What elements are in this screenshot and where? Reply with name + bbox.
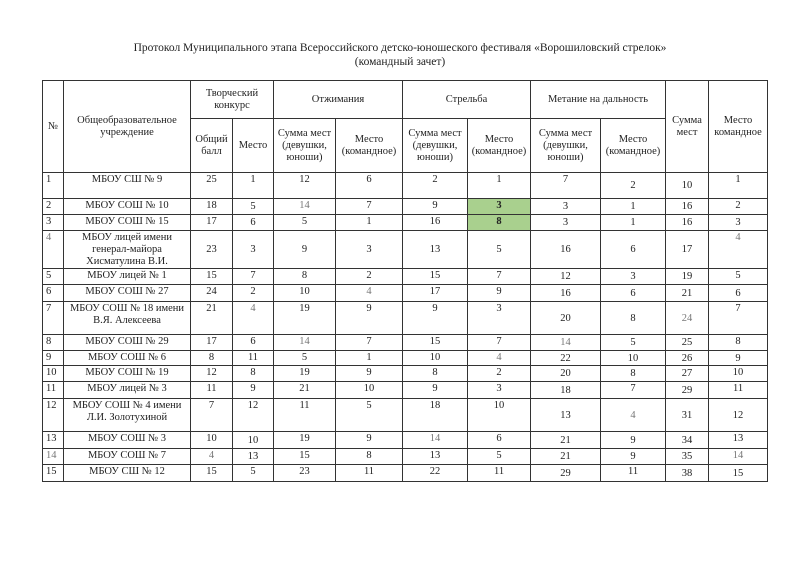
cell-institution: МБОУ СОШ № 27 bbox=[64, 285, 191, 302]
cell-creative-score: 11 bbox=[191, 382, 233, 399]
header-creative-place: Место bbox=[233, 119, 274, 173]
cell-institution: МБОУ СОШ № 3 bbox=[64, 432, 191, 449]
table-row bbox=[43, 465, 768, 482]
cell-shooting-place: 6 bbox=[468, 432, 531, 449]
cell-pushups-sum: 10 bbox=[274, 285, 336, 302]
cell-pushups-place: 6 bbox=[336, 173, 403, 199]
cell-shooting-sum: 15 bbox=[403, 335, 468, 351]
cell-shooting-sum: 13 bbox=[403, 449, 468, 465]
cell-shooting-sum: 15 bbox=[403, 269, 468, 285]
cell-pushups-sum: 19 bbox=[274, 432, 336, 449]
cell-team-place: 15 bbox=[709, 465, 768, 482]
table-row bbox=[43, 382, 768, 399]
cell-num: 12 bbox=[43, 399, 64, 432]
cell-pushups-place: 9 bbox=[336, 302, 403, 335]
cell-total-sum: 34 bbox=[666, 432, 709, 449]
cell-team-place: 14 bbox=[709, 449, 768, 465]
cell-throwing-sum: 21 bbox=[531, 432, 601, 449]
cell-throwing-place: 5 bbox=[601, 335, 666, 351]
cell-total-sum: 24 bbox=[666, 302, 709, 335]
table-row bbox=[43, 432, 768, 449]
cell-team-place: 6 bbox=[709, 285, 768, 302]
cell-total-sum: 29 bbox=[666, 382, 709, 399]
cell-throwing-place: 1 bbox=[601, 215, 666, 231]
cell-shooting-sum: 10 bbox=[403, 351, 468, 366]
cell-team-place: 5 bbox=[709, 269, 768, 285]
cell-pushups-sum: 8 bbox=[274, 269, 336, 285]
cell-throwing-place: 11 bbox=[601, 465, 666, 482]
cell-shooting-place: 7 bbox=[468, 269, 531, 285]
cell-shooting-place: 4 bbox=[468, 351, 531, 366]
cell-num: 5 bbox=[43, 269, 64, 285]
cell-pushups-place: 4 bbox=[336, 285, 403, 302]
cell-creative-place: 4 bbox=[233, 302, 274, 335]
cell-num: 8 bbox=[43, 335, 64, 351]
cell-throwing-sum: 21 bbox=[531, 449, 601, 465]
cell-creative-place: 5 bbox=[233, 465, 274, 482]
cell-num: 11 bbox=[43, 382, 64, 399]
cell-num: 9 bbox=[43, 351, 64, 366]
cell-institution: МБОУ СОШ № 4 имени Л.И. Золотухиной bbox=[64, 399, 191, 432]
cell-creative-place: 9 bbox=[233, 382, 274, 399]
cell-institution: МБОУ СОШ № 19 bbox=[64, 366, 191, 382]
document-subtitle: (командный зачет) bbox=[354, 56, 446, 68]
cell-shooting-place: 2 bbox=[468, 366, 531, 382]
cell-shooting-sum: 9 bbox=[403, 199, 468, 215]
header-shooting-place: Место (командное) bbox=[468, 119, 531, 173]
header-creative: Творческий конкурс bbox=[191, 81, 274, 119]
cell-num: 7 bbox=[43, 302, 64, 335]
cell-team-place: 7 bbox=[709, 302, 768, 335]
cell-throwing-sum: 12 bbox=[531, 269, 601, 285]
cell-creative-score: 24 bbox=[191, 285, 233, 302]
cell-institution: МБОУ СОШ № 6 bbox=[64, 351, 191, 366]
table-row bbox=[43, 366, 768, 382]
cell-pushups-place: 1 bbox=[336, 351, 403, 366]
cell-creative-score: 23 bbox=[191, 231, 233, 269]
cell-creative-place: 7 bbox=[233, 269, 274, 285]
cell-team-place: 2 bbox=[709, 199, 768, 215]
cell-throwing-place: 10 bbox=[601, 351, 666, 366]
cell-creative-score: 17 bbox=[191, 335, 233, 351]
cell-pushups-place: 9 bbox=[336, 432, 403, 449]
cell-throwing-place: 3 bbox=[601, 269, 666, 285]
cell-total-sum: 21 bbox=[666, 285, 709, 302]
cell-pushups-sum: 21 bbox=[274, 382, 336, 399]
table-row bbox=[43, 215, 768, 231]
cell-creative-place: 10 bbox=[233, 432, 274, 449]
cell-shooting-place: 9 bbox=[468, 285, 531, 302]
cell-institution: МБОУ СОШ № 15 bbox=[64, 215, 191, 231]
cell-shooting-sum: 18 bbox=[403, 399, 468, 432]
cell-throwing-sum: 20 bbox=[531, 302, 601, 335]
header-total-sum: Сумма мест bbox=[666, 81, 709, 173]
cell-total-sum: 17 bbox=[666, 231, 709, 269]
cell-team-place: 13 bbox=[709, 432, 768, 449]
cell-team-place: 9 bbox=[709, 351, 768, 366]
table-row bbox=[43, 335, 768, 351]
cell-pushups-place: 2 bbox=[336, 269, 403, 285]
cell-team-place: 10 bbox=[709, 366, 768, 382]
cell-pushups-sum: 5 bbox=[274, 351, 336, 366]
cell-num: 3 bbox=[43, 215, 64, 231]
cell-throwing-place: 6 bbox=[601, 231, 666, 269]
cell-shooting-place: 3 bbox=[468, 302, 531, 335]
cell-creative-place: 13 bbox=[233, 449, 274, 465]
cell-pushups-sum: 15 bbox=[274, 449, 336, 465]
cell-throwing-sum: 16 bbox=[531, 285, 601, 302]
cell-num: 14 bbox=[43, 449, 64, 465]
cell-institution: МБОУ СШ № 12 bbox=[64, 465, 191, 482]
cell-total-sum: 19 bbox=[666, 269, 709, 285]
cell-throwing-sum: 16 bbox=[531, 231, 601, 269]
cell-shooting-place: 5 bbox=[468, 449, 531, 465]
cell-shooting-place: 10 bbox=[468, 399, 531, 432]
cell-institution: МБОУ лицей имени генерал-майора Хисматулина В.И. bbox=[64, 231, 191, 269]
cell-creative-score: 12 bbox=[191, 366, 233, 382]
cell-throwing-sum: 29 bbox=[531, 465, 601, 482]
cell-pushups-place: 8 bbox=[336, 449, 403, 465]
cell-pushups-sum: 19 bbox=[274, 366, 336, 382]
cell-throwing-place: 9 bbox=[601, 432, 666, 449]
header-shooting: Стрельба bbox=[403, 81, 531, 119]
cell-creative-place: 11 bbox=[233, 351, 274, 366]
cell-throwing-sum: 22 bbox=[531, 351, 601, 366]
cell-pushups-sum: 9 bbox=[274, 231, 336, 269]
cell-team-place: 8 bbox=[709, 335, 768, 351]
cell-total-sum: 35 bbox=[666, 449, 709, 465]
cell-pushups-place: 11 bbox=[336, 465, 403, 482]
cell-throwing-place: 2 bbox=[601, 173, 666, 199]
cell-shooting-sum: 13 bbox=[403, 231, 468, 269]
cell-shooting-sum: 2 bbox=[403, 173, 468, 199]
cell-pushups-sum: 19 bbox=[274, 302, 336, 335]
cell-shooting-sum: 16 bbox=[403, 215, 468, 231]
header-creative-score: Общий балл bbox=[191, 119, 233, 173]
cell-pushups-sum: 5 bbox=[274, 215, 336, 231]
cell-pushups-place: 10 bbox=[336, 382, 403, 399]
cell-creative-score: 7 bbox=[191, 399, 233, 432]
table-row bbox=[43, 351, 768, 366]
cell-pushups-place: 1 bbox=[336, 215, 403, 231]
header-pushups: Отжимания bbox=[274, 81, 403, 119]
table-row bbox=[43, 302, 768, 335]
cell-institution: МБОУ СОШ № 18 имени В.Я. Алексеева bbox=[64, 302, 191, 335]
cell-shooting-place-highlighted: 8 bbox=[468, 215, 531, 231]
cell-creative-place: 1 bbox=[233, 173, 274, 199]
cell-num: 13 bbox=[43, 432, 64, 449]
header-num: № bbox=[43, 81, 64, 173]
cell-pushups-place: 9 bbox=[336, 366, 403, 382]
cell-throwing-sum: 7 bbox=[531, 173, 601, 199]
cell-creative-place: 2 bbox=[233, 285, 274, 302]
cell-team-place: 12 bbox=[709, 399, 768, 432]
cell-creative-score: 18 bbox=[191, 199, 233, 215]
cell-total-sum: 26 bbox=[666, 351, 709, 366]
cell-throwing-place: 6 bbox=[601, 285, 666, 302]
cell-total-sum: 31 bbox=[666, 399, 709, 432]
cell-pushups-sum: 14 bbox=[274, 335, 336, 351]
cell-total-sum: 10 bbox=[666, 173, 709, 199]
cell-total-sum: 38 bbox=[666, 465, 709, 482]
cell-throwing-sum: 13 bbox=[531, 399, 601, 432]
cell-creative-score: 25 bbox=[191, 173, 233, 199]
cell-total-sum: 16 bbox=[666, 215, 709, 231]
cell-throwing-place: 4 bbox=[601, 399, 666, 432]
cell-shooting-sum: 9 bbox=[403, 302, 468, 335]
cell-creative-place: 12 bbox=[233, 399, 274, 432]
header-throwing-sum: Сумма мест (девушки, юноши) bbox=[531, 119, 601, 173]
cell-pushups-sum: 12 bbox=[274, 173, 336, 199]
cell-num: 2 bbox=[43, 199, 64, 215]
cell-creative-score: 17 bbox=[191, 215, 233, 231]
header-pushups-sum: Сумма мест (девушки, юноши) bbox=[274, 119, 336, 173]
cell-num: 15 bbox=[43, 465, 64, 482]
table-row bbox=[43, 199, 768, 215]
cell-num: 1 bbox=[43, 173, 64, 199]
table-row bbox=[43, 269, 768, 285]
table-row bbox=[43, 231, 768, 269]
cell-throwing-sum: 3 bbox=[531, 199, 601, 215]
cell-creative-score: 15 bbox=[191, 465, 233, 482]
table-row bbox=[43, 173, 768, 199]
header-shooting-sum: Сумма мест (девушки, юноши) bbox=[403, 119, 468, 173]
cell-throwing-sum: 14 bbox=[531, 335, 601, 351]
cell-institution: МБОУ лицей № 3 bbox=[64, 382, 191, 399]
cell-institution: МБОУ СШ № 9 bbox=[64, 173, 191, 199]
cell-team-place: 4 bbox=[709, 231, 768, 269]
cell-pushups-sum: 11 bbox=[274, 399, 336, 432]
cell-pushups-sum: 23 bbox=[274, 465, 336, 482]
cell-throwing-place: 1 bbox=[601, 199, 666, 215]
cell-creative-score: 21 bbox=[191, 302, 233, 335]
cell-team-place: 11 bbox=[709, 382, 768, 399]
document-title: Протокол Муниципального этапа Всероссийского детско-юношеского фестиваля «Ворошиловский стрелок» bbox=[133, 42, 667, 54]
cell-throwing-place: 7 bbox=[601, 382, 666, 399]
cell-pushups-place: 5 bbox=[336, 399, 403, 432]
cell-num: 10 bbox=[43, 366, 64, 382]
cell-shooting-sum: 8 bbox=[403, 366, 468, 382]
cell-total-sum: 25 bbox=[666, 335, 709, 351]
cell-shooting-place: 3 bbox=[468, 382, 531, 399]
cell-throwing-place: 8 bbox=[601, 366, 666, 382]
cell-shooting-place: 7 bbox=[468, 335, 531, 351]
cell-shooting-place-highlighted: 3 bbox=[468, 199, 531, 215]
table-row bbox=[43, 399, 768, 432]
cell-total-sum: 16 bbox=[666, 199, 709, 215]
cell-shooting-place: 11 bbox=[468, 465, 531, 482]
header-team-place: Место командное bbox=[709, 81, 768, 173]
cell-creative-score: 8 bbox=[191, 351, 233, 366]
cell-throwing-sum: 3 bbox=[531, 215, 601, 231]
cell-num: 6 bbox=[43, 285, 64, 302]
cell-creative-place: 6 bbox=[233, 335, 274, 351]
cell-creative-place: 8 bbox=[233, 366, 274, 382]
cell-pushups-place: 7 bbox=[336, 199, 403, 215]
cell-shooting-place: 5 bbox=[468, 231, 531, 269]
cell-institution: МБОУ СОШ № 29 bbox=[64, 335, 191, 351]
cell-throwing-sum: 18 bbox=[531, 382, 601, 399]
cell-shooting-sum: 14 bbox=[403, 432, 468, 449]
header-institution: Общеобразовательное учреждение bbox=[64, 81, 191, 173]
table-row bbox=[43, 285, 768, 302]
cell-pushups-place: 7 bbox=[336, 335, 403, 351]
table-row bbox=[43, 449, 768, 465]
cell-shooting-sum: 17 bbox=[403, 285, 468, 302]
cell-creative-place: 5 bbox=[233, 199, 274, 215]
cell-creative-place: 3 bbox=[233, 231, 274, 269]
cell-team-place: 3 bbox=[709, 215, 768, 231]
cell-num: 4 bbox=[43, 231, 64, 269]
cell-institution: МБОУ СОШ № 7 bbox=[64, 449, 191, 465]
header-pushups-place: Место (командное) bbox=[336, 119, 403, 173]
cell-institution: МБОУ СОШ № 10 bbox=[64, 199, 191, 215]
cell-throwing-place: 9 bbox=[601, 449, 666, 465]
cell-shooting-place: 1 bbox=[468, 173, 531, 199]
cell-throwing-place: 8 bbox=[601, 302, 666, 335]
results-table bbox=[42, 80, 768, 482]
header-throwing: Метание на дальность bbox=[531, 81, 666, 119]
cell-creative-place: 6 bbox=[233, 215, 274, 231]
cell-institution: МБОУ лицей № 1 bbox=[64, 269, 191, 285]
cell-creative-score: 4 bbox=[191, 449, 233, 465]
cell-creative-score: 15 bbox=[191, 269, 233, 285]
cell-pushups-sum: 14 bbox=[274, 199, 336, 215]
header-throwing-place: Место (командное) bbox=[601, 119, 666, 173]
cell-pushups-place: 3 bbox=[336, 231, 403, 269]
cell-throwing-sum: 20 bbox=[531, 366, 601, 382]
cell-team-place: 1 bbox=[709, 173, 768, 199]
cell-total-sum: 27 bbox=[666, 366, 709, 382]
cell-creative-score: 10 bbox=[191, 432, 233, 449]
cell-shooting-sum: 22 bbox=[403, 465, 468, 482]
cell-shooting-sum: 9 bbox=[403, 382, 468, 399]
